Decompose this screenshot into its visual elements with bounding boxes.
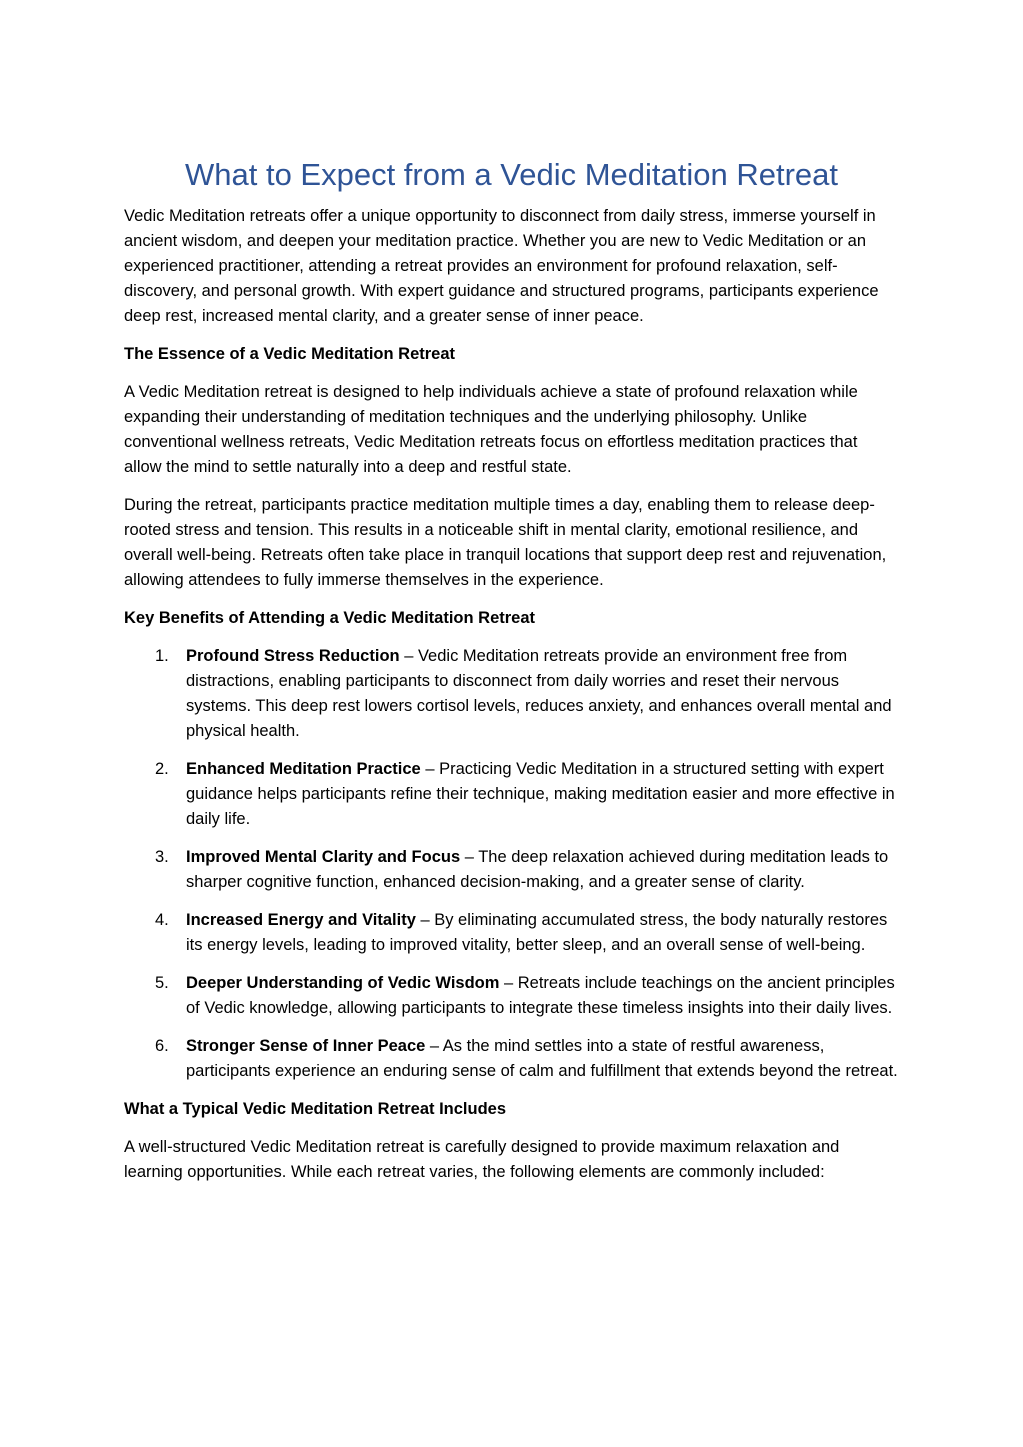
list-item-number: 4.: [155, 911, 169, 929]
list-item-term: Increased Energy and Vitality: [186, 911, 416, 929]
list-item-text: – As the mind settles into a state of restful awareness, participants experience an enduring sense of calm and fulfillment that extends beyond the retreat.: [186, 1037, 898, 1080]
list-item-text: – Practicing Vedic Meditation in a structured setting with expert guidance helps participants refine their technique, making meditation easier and more effective in daily life.: [186, 760, 895, 828]
list-item-number: 2.: [155, 760, 169, 778]
intro-paragraph: Vedic Meditation retreats offer a unique opportunity to disconnect from daily stress, immerse yourself in ancient wisdom, and deepen your meditation practice. Whether you are new to Vedic Meditation or an experienced practitioner, attending a retreat provides an environment for profound relaxation, self-discovery, and personal growth. With expert guidance and structured programs, participants experience deep rest, increased mental clarity, and a greater sense of inner peace.: [124, 207, 879, 325]
list-item-term: Enhanced Meditation Practice: [186, 760, 421, 778]
list-item-text: – By eliminating accumulated stress, the body naturally restores its energy levels, leading to improved vitality, better sleep, and an overall sense of well-being.: [186, 911, 888, 954]
essence-paragraph-2: During the retreat, participants practice meditation multiple times a day, enabling them to release deep-rooted stress and tension. This results in a noticeable shift in mental clarity, emotional resilience, and overall well-being. Retreats often take place in tranquil locations that support deep rest and rejuvenation, allowing attendees to fully immerse themselves in the experience.: [124, 496, 887, 589]
list-item: [124, 971, 899, 1021]
benefits-heading: Key Benefits of Attending a Vedic Meditation Retreat: [124, 609, 536, 627]
list-item: [124, 845, 899, 895]
list-item-number: 6.: [155, 1037, 169, 1055]
list-item: [124, 644, 899, 744]
list-item-term: Stronger Sense of Inner Peace: [186, 1037, 426, 1055]
benefits-list: [124, 644, 899, 1084]
list-item-term: Profound Stress Reduction: [186, 647, 400, 665]
document-page: [124, 152, 899, 1198]
list-item-term: Deeper Understanding of Vedic Wisdom: [186, 974, 500, 992]
includes-paragraph: A well-structured Vedic Meditation retreat is carefully designed to provide maximum relaxation and learning opportunities. While each retreat varies, the following elements are commonly included:: [124, 1138, 840, 1181]
list-item-text: – Vedic Meditation retreats provide an environment free from distractions, enabling participants to disconnect from daily worries and reset their nervous systems. This deep rest lowers cortisol levels, reduces anxiety, and enhances overall mental and physical health.: [186, 647, 892, 740]
includes-heading: What a Typical Vedic Meditation Retreat Includes: [124, 1100, 507, 1118]
essence-heading: The Essence of a Vedic Meditation Retreat: [124, 345, 456, 363]
list-item-number: 1.: [155, 647, 169, 665]
list-item: [124, 908, 899, 958]
page-title: What to Expect from a Vedic Meditation Retreat: [184, 157, 839, 192]
list-item-number: 3.: [155, 848, 169, 866]
list-item-term: Improved Mental Clarity and Focus: [186, 848, 461, 866]
list-item: [124, 1034, 899, 1084]
essence-paragraph-1: A Vedic Meditation retreat is designed to help individuals achieve a state of profound relaxation while expanding their understanding of meditation techniques and the underlying philosophy. Unlike conventional wellness retreats, Vedic Meditation retreats focus on effortless meditation practices that allow the mind to settle naturally into a deep and restful state.: [124, 383, 858, 476]
list-item: [124, 757, 899, 832]
list-item-text: – The deep relaxation achieved during meditation leads to sharper cognitive function, enhanced decision-making, and a greater sense of clarity.: [186, 848, 889, 891]
list-item-text: – Retreats include teachings on the ancient principles of Vedic knowledge, allowing participants to integrate these timeless insights into their daily lives.: [186, 974, 895, 1017]
list-item-number: 5.: [155, 974, 169, 992]
